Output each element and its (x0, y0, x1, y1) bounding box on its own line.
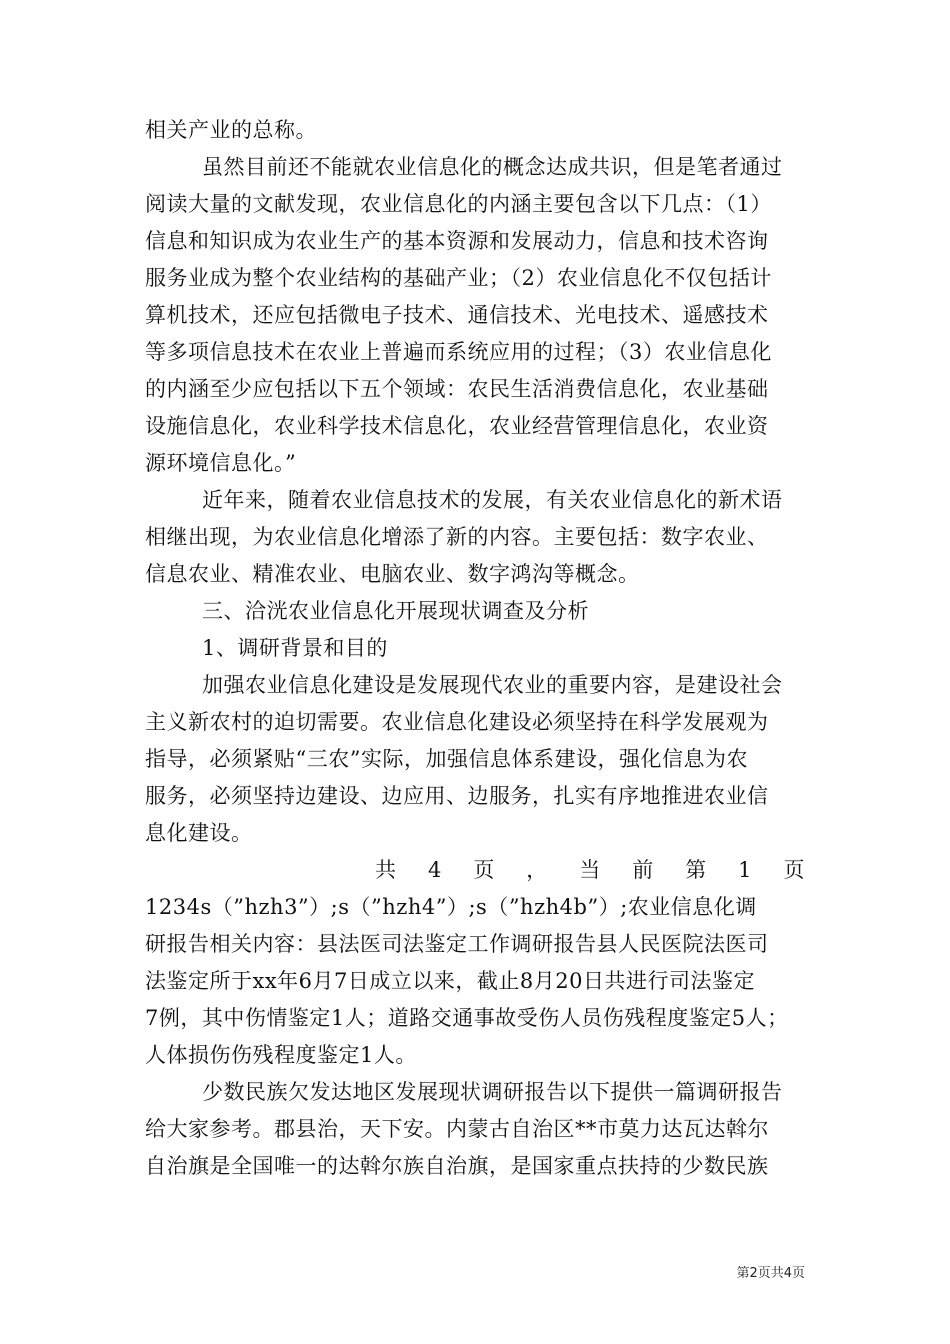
page-counter-char: 1 (738, 858, 753, 882)
text-line: 研报告相关内容：县法医司法鉴定工作调研报告县人民医院法医司 (145, 932, 769, 956)
text-line: 给大家参考。郡县治，天下安。内蒙古自治区**市莫力达瓦达斡尔 (145, 1117, 769, 1141)
text-line: 指导，必须紧贴“三农”实际，加强信息体系建设，强化信息为农 (145, 747, 748, 771)
page-counter-char: 当 (579, 858, 601, 882)
text-line: 信息和知识成为农业生产的基本资源和发展动力，信息和技术咨询 (145, 229, 769, 253)
page-counter-char: 页 (783, 858, 805, 882)
text-line: 息化建设。 (145, 821, 253, 845)
page-footer: 第2页共4页 (736, 1266, 805, 1281)
text-line: 设施信息化，农业科学技术信息化，农业经营管理信息化，农业资 (145, 414, 769, 438)
text-line: 的内涵至少应包括以下五个领域：农民生活消费信息化，农业基础 (145, 377, 769, 401)
text-line: 信息农业、精准农业、电脑农业、数字鸿沟等概念。 (145, 562, 640, 586)
body-text (145, 112, 805, 1185)
paragraph-start: 近年来，随着农业信息技术的发展，有关农业信息化的新术语 (202, 488, 783, 512)
text-line: 服务，必须坚持边建设、边应用、边服务，扎实有序地推进农业信 (145, 784, 769, 808)
text-line: 自治旗是全国唯一的达斡尔族自治旗，是国家重点扶持的少数民族 (145, 1154, 769, 1178)
text-line: 阅读大量的文献发现，农业信息化的内涵主要包含以下几点：（1） (145, 192, 772, 216)
paragraph-start: 虽然目前还不能就农业信息化的概念达成共识，但是笔者通过 (202, 155, 783, 179)
page-counter-line (145, 852, 805, 889)
text-line: 相关产业的总称。 (145, 118, 317, 142)
text-line: 源环境信息化。” (145, 451, 297, 475)
page-counter-char: 前 (632, 858, 654, 882)
text-line: 相继出现，为农业信息化增添了新的内容。主要包括：数字农业、 (145, 525, 769, 549)
text-line: 法鉴定所于xx年6月7日成立以来，截止8月20日共进行司法鉴定 (145, 969, 755, 993)
text-line: 人体损伤伤残程度鉴定1人。 (145, 1043, 417, 1067)
subsection-heading: 1、调研背景和目的 (202, 636, 388, 660)
text-line: 1234s（”hzh3”）;s（”hzh4”）;s（”hzh4b”）;农业信息化调 (145, 895, 757, 919)
paragraph-start: 加强农业信息化建设是发展现代农业的重要内容，是建设社会 (202, 673, 783, 697)
page-counter-char: 4 (427, 858, 442, 882)
text-line: 7例，其中伤情鉴定1人；道路交通事故受伤人员伤残程度鉴定5人； (145, 1006, 789, 1030)
page-counter-char: 页 (473, 858, 495, 882)
page-counter-char: 第 (685, 858, 707, 882)
text-line: 主义新农村的迫切需要。农业信息化建设必须坚持在科学发展观为 (145, 710, 769, 734)
page-counter-char: ， (526, 858, 548, 882)
text-line: 等多项信息技术在农业上普遍而系统应用的过程；（3）农业信息化 (145, 340, 772, 364)
paragraph-start: 少数民族欠发达地区发展现状调研报告以下提供一篇调研报告 (202, 1080, 783, 1104)
section-heading: 三、洽洸农业信息化开展现状调查及分析 (202, 599, 589, 623)
text-line: 服务业成为整个农业结构的基础产业；（2）农业信息化不仅包括计 (145, 266, 772, 290)
page-counter-char: 共 (375, 858, 397, 882)
text-line: 算机技术，还应包括微电子技术、通信技术、光电技术、遥感技术 (145, 303, 769, 327)
